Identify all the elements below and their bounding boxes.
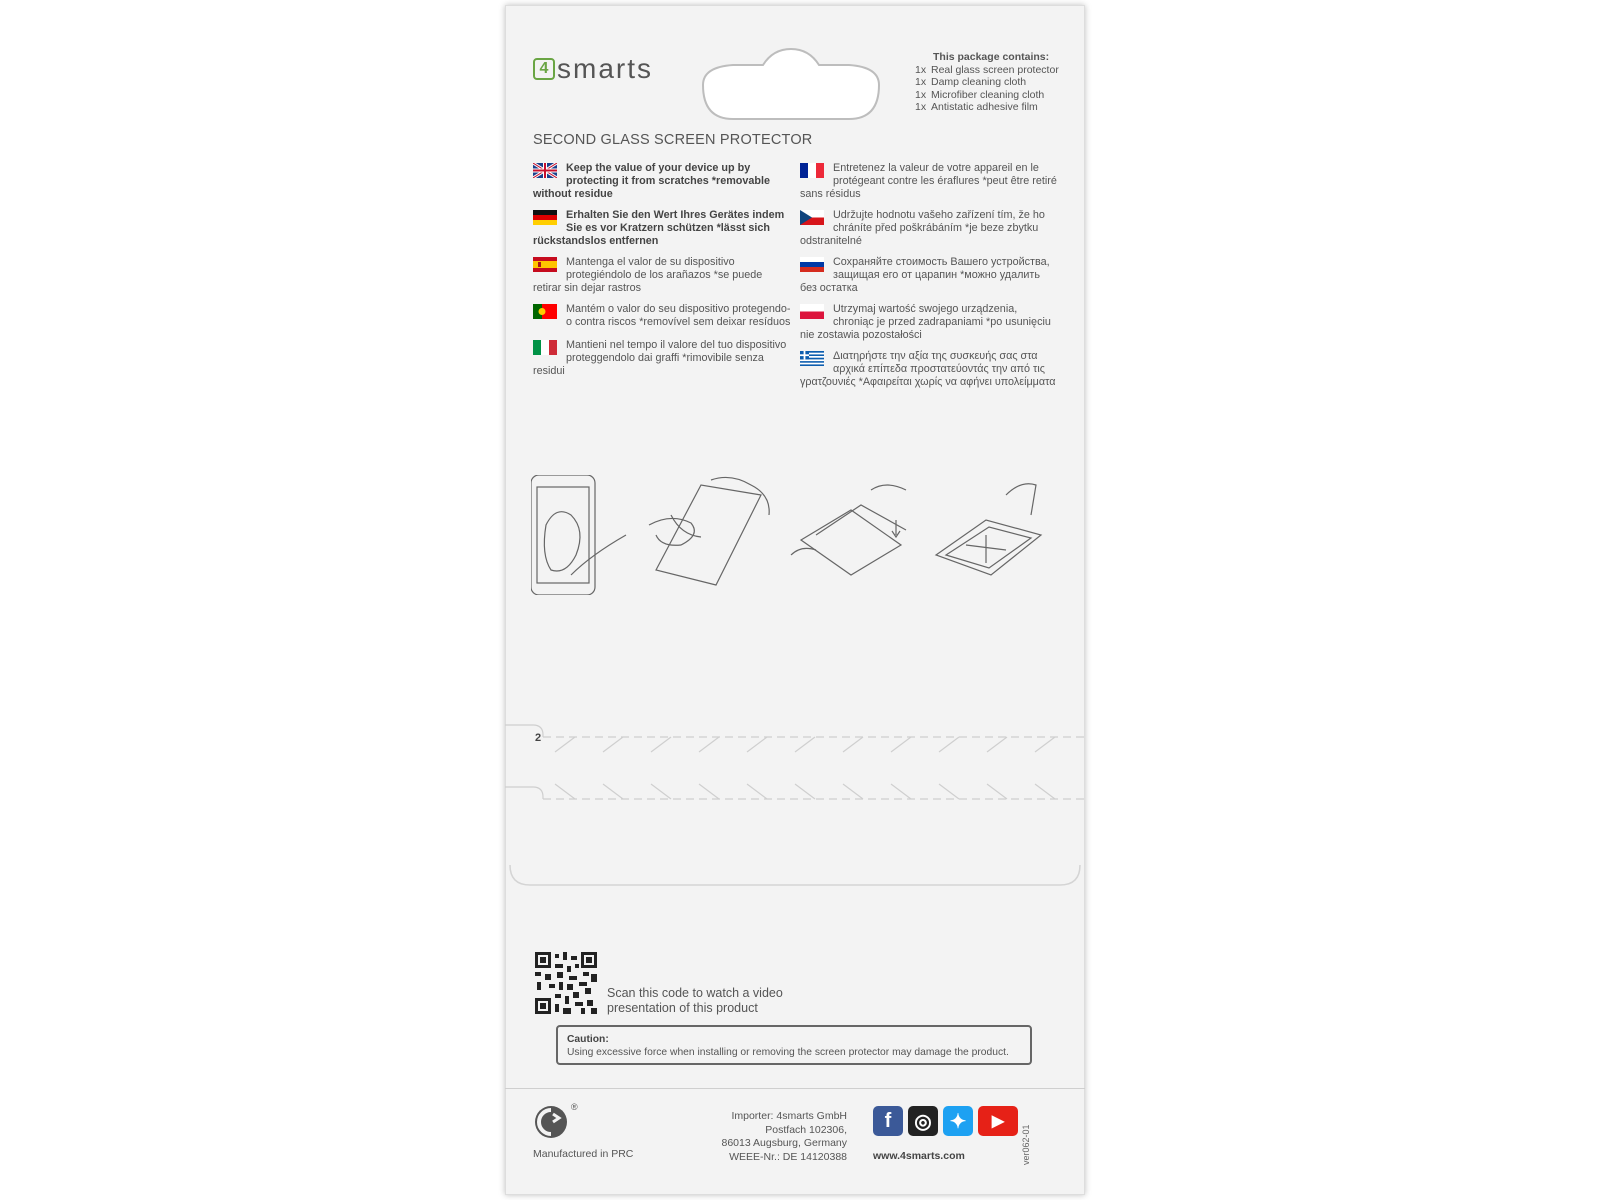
website-link[interactable]: www.4smarts.com	[873, 1150, 965, 1162]
step-align-illustration	[791, 485, 906, 575]
registered-mark: ®	[571, 1102, 578, 1112]
uk-flag-icon	[533, 163, 557, 178]
lang-fr: Entretenez la valeur de votre appareil en le protégeant contre les éraflures *peut être retiré sans résidus	[800, 162, 1057, 200]
importer-address: Importer: 4smarts GmbH Postfach 102306, 86013 Augsburg, Germany WEEE-Nr.: DE 14120388	[721, 1110, 847, 1163]
contents-item: 1x Microfiber cleaning cloth	[915, 88, 1045, 101]
lang-en: Keep the value of your device up by protecting it from scratches *removable without residue	[533, 162, 771, 200]
logo-word: smarts	[557, 53, 653, 84]
caution-text: Using excessive force when installing or removing the screen protector may damage the product.	[567, 1046, 1009, 1058]
instagram-icon[interactable]: ◎	[908, 1106, 938, 1136]
lang-de: Erhalten Sie den Wert Ihres Gerätes indem Sie es vor Kratzern schützen *lässt sich rückstandslos entfernen	[533, 209, 785, 247]
italy-flag-icon	[533, 340, 557, 355]
package-back	[505, 5, 1085, 1195]
lang-it: Mantieni nel tempo il valore del tuo dispositivo proteggendolo dai graffi *rimovibile senza residui	[533, 339, 787, 377]
lang-pt: Mantém o valor do seu dispositivo protegendo-o contra riscos *removível sem deixar resíduos	[533, 303, 791, 329]
portugal-flag-icon	[533, 304, 557, 319]
greece-flag-icon	[800, 351, 824, 366]
russia-flag-icon	[800, 257, 824, 272]
lang-es: Mantenga el valor de su dispositivo protegiéndolo de los arañazos *se puede retirar sin dejar rastros	[533, 256, 763, 294]
youtube-icon[interactable]: ▶	[978, 1106, 1018, 1136]
caution-heading: Caution:	[567, 1034, 609, 1045]
contents-heading: This package contains:	[933, 51, 1050, 63]
version-code: ver062-01	[1021, 1124, 1031, 1165]
facebook-icon[interactable]: f	[873, 1106, 903, 1136]
qr-caption: Scan this code to watch a video presentation of this product	[607, 986, 783, 1015]
manufactured-label: Manufactured in PRC	[533, 1148, 634, 1160]
caution-box	[556, 1025, 1032, 1065]
installation-steps-illustration	[531, 475, 1056, 595]
spain-flag-icon	[533, 257, 557, 272]
germany-flag-icon	[533, 210, 557, 225]
step-clean-illustration	[531, 475, 626, 595]
lang-cz: Udržujte hodnotu vašeho zařízení tím, že ho chráníte před poškrábáním *je beze zbytku odstranitelné	[800, 209, 1045, 247]
package-contents	[915, 51, 1059, 114]
contents-item: 1x Antistatic adhesive film	[915, 101, 1038, 113]
brand-logo	[533, 53, 653, 85]
green-dot-recycle-icon	[533, 1104, 569, 1140]
logo-mark: 4	[533, 58, 555, 80]
qr-code[interactable]	[535, 952, 597, 1014]
product-title: SECOND GLASS SCREEN PROTECTOR	[533, 132, 813, 148]
step-wipe-illustration	[649, 477, 769, 585]
twitter-icon[interactable]: ✦	[943, 1106, 973, 1136]
france-flag-icon	[800, 163, 824, 178]
step-press-illustration	[936, 484, 1041, 575]
czech-flag-icon	[800, 210, 824, 225]
flap-edge	[505, 865, 1085, 895]
hang-hole	[693, 47, 889, 123]
poland-flag-icon	[800, 304, 824, 319]
fold-line	[505, 1088, 1085, 1089]
lang-pl: Utrzymaj wartość swojego urządzenia, chroniąc je przed zadrapaniami *po usunięciu nie zostawia pozostałości	[800, 303, 1051, 341]
lang-gr: Διατηρήστε την αξία της συσκευής σας στα αρχικά επίπεδα προστατεύοντάς την από τις γρατζουνιές *Αφαιρείται χωρίς να αφήνει υπολείμματα	[800, 350, 1056, 388]
contents-item: 1x Real glass screen protector	[915, 63, 1059, 76]
tear-strip[interactable]	[505, 717, 1085, 807]
tab-number: 2	[535, 732, 542, 744]
social-icons	[873, 1106, 1018, 1136]
contents-item: 1x Damp cleaning cloth	[915, 76, 1027, 88]
lang-ru: Сохраняйте стоимость Вашего устройства, защищая его от царапин *можно удалить без остатка	[800, 256, 1050, 294]
